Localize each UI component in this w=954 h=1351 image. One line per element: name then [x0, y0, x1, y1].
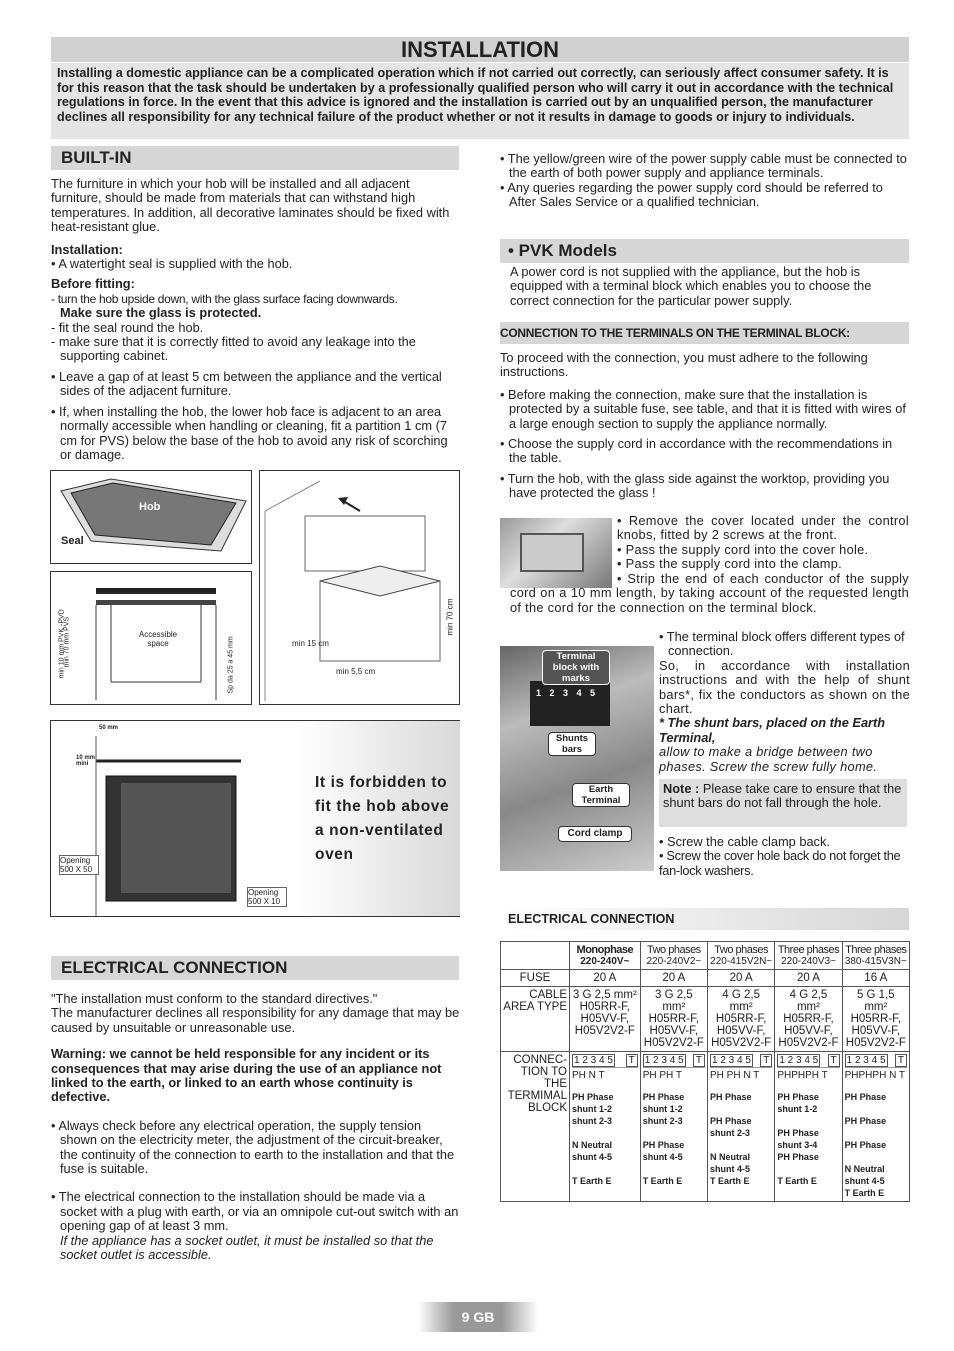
terminal-bullet-1: • The terminal block offers different types of connection.: [659, 629, 905, 659]
terminal-t: T: [693, 1054, 705, 1067]
right-top-text: [500, 152, 909, 216]
terminal-cell: [570, 1052, 641, 1202]
terminal-note: T Earth E: [777, 1176, 817, 1186]
shunt-note: allow to make a bridge between two phases. Screw the screw fully home.: [659, 744, 878, 774]
terminal-note: PH Phase: [844, 1116, 887, 1126]
terminal-nums: 1 2 3 4 5: [644, 1055, 684, 1066]
table-col-header: [708, 942, 775, 970]
terminal-cell: [708, 1052, 775, 1202]
note-label: Note :: [663, 781, 700, 796]
fuse-cell: 20 A: [775, 970, 842, 987]
col-voltage: 220-240V~: [580, 956, 630, 967]
min70pvs-label: min 70 mm PVS: [63, 616, 71, 668]
terminal-note: shunt 2-3: [642, 1116, 683, 1126]
remove-step-3: • Pass the supply cord into the clamp.: [617, 556, 843, 572]
right-bullet-1: • The yellow/green wire of the power supply cable must be connected to the earth of both power supply and appliance terminals.: [500, 151, 907, 181]
forbidden-panel: [297, 721, 460, 916]
figure-hob-seal: [50, 470, 252, 564]
final-step-1: • Screw the cable clamp back.: [659, 834, 830, 849]
elec-bullet-2-italic: If the appliance has a socket outlet, it must be installed so that the socket outlet is accessible.: [60, 1232, 434, 1263]
terminal-t: T: [760, 1054, 772, 1067]
pvk-text: A power cord is not supplied with the appliance, but the hob is equipped with a terminal block which enables you to choose the correct connection for the particular power supply.: [510, 264, 872, 308]
terminal-note: N Neutral: [710, 1152, 751, 1162]
terminal-note: shunt 4-5: [642, 1152, 683, 1162]
col-voltage: 220-240V2~: [646, 956, 702, 967]
table-col-header: [775, 942, 842, 970]
builtin-bullet-1: • Leave a gap of at least 5 cm between the appliance and the vertical sides of the adjacent furniture.: [51, 368, 442, 399]
elec-bullet-2: • The electrical connection to the installation should be made via a socket with a plug with earth, or via an omnipole cut-out switch with an opening gap of at least 3 mm.: [51, 1189, 459, 1234]
terminal-note: [710, 1139, 772, 1151]
remove-cover-text: [617, 514, 909, 572]
terminal-nums: 1 2 3 4 5: [574, 1055, 613, 1066]
terminal-note: shunt 1-2: [777, 1104, 818, 1114]
conn-bullet-1: • Before making the connection, make sure that the installation is protected by a suitable fuse, see table, and that it is fitted with wires of a large enough section to supply the appliance normally.: [500, 386, 906, 431]
connection-table: [500, 941, 910, 1202]
seal-label: Seal: [61, 535, 84, 547]
col-voltage: 380-415V3N~: [844, 956, 907, 967]
terminal-diagram: [572, 1054, 638, 1068]
cable-cell: 5 G 1,5 mm² H05RR-F, H05VV-F, H05V2V2-F: [842, 987, 909, 1052]
right-bullet-2: • Any queries regarding the power supply cord should be referred to After Sales Service or a qualified technician.: [500, 179, 883, 210]
shunts-label: Shunts bars: [548, 732, 596, 756]
terminal-note: T Earth E: [642, 1176, 683, 1186]
table-heading: ELECTRICAL CONNECTION: [500, 908, 909, 930]
elec-bullet-1: • Always check before any electrical operation, the supply tension shown on the electricity meter, the adjustment of the circuit-breaker, the continuity of the connection to earth to the installation and that the fuse is suitable.: [51, 1117, 455, 1177]
terminal-note: PH Phase: [710, 1116, 752, 1126]
terminal-note: [643, 1127, 705, 1139]
fitting-step-1b: Make sure the glass is protected.: [60, 305, 262, 321]
terminal-note: shunt 3-4: [777, 1140, 818, 1150]
elec-para-2: The manufacturer declines all responsibility for any damage that may be caused by unsuitable or unreasonable use.: [51, 1005, 460, 1035]
page-number: 9 GB: [418, 1302, 538, 1332]
terminal-cell: [775, 1052, 842, 1202]
terminal-t: T: [828, 1054, 840, 1067]
terminal-nums: 1 2 3 4 5: [779, 1055, 819, 1066]
cable-cell: 3 G 2,5 mm² H05RR-F, H05VV-F, H05V2V2-F: [570, 987, 641, 1052]
fuse-cell: 20 A: [708, 970, 775, 987]
hob-seal-illustration: [51, 471, 251, 563]
min70-label: min 70 cm: [445, 598, 455, 636]
elec-warning: Warning: we cannot be held responsible for any incident or its consequences that may arise during the use of an appliance not linked to the earth, or linked to an earth whose continuity is defective.: [51, 1046, 442, 1105]
figure-partition: [50, 571, 252, 705]
terminal-letters: PHPHPH N T: [844, 1070, 906, 1081]
elec-para-1: "The installation must conform to the standard directives.": [51, 991, 378, 1006]
terminal-note: PH Phase: [844, 1092, 887, 1102]
terminal-note: PH Phase: [572, 1092, 614, 1102]
col-voltage: 220-240V3~: [781, 956, 836, 967]
fuse-cell: 20 A: [640, 970, 707, 987]
terminal-note: T Earth E: [710, 1176, 750, 1186]
terminal-note: shunt 4-5: [572, 1152, 613, 1162]
min15-label: min 15 cm: [292, 639, 329, 648]
table-col-header: [570, 942, 641, 970]
terminal-t: T: [895, 1054, 907, 1067]
terminal-text: [659, 630, 910, 774]
intro-warning: Installing a domestic appliance can be a complicated operation which if not carried out correctly, can seriously affect consumer safety. It is for this reason that the task should be undertaken by a professionally qualified person who will carry it out in accordance with the technical regulations in force. In the event that this advice is ignored and the installation is carried out by an unqualified person, the manufacturer declines all responsibility for any technical failure of the product whether or not it results in damage to goods or injury to individuals.: [51, 63, 909, 139]
opening1-label: Opening 500 X 50: [59, 855, 99, 875]
builtin-text: [51, 177, 460, 468]
terminal-note: PH Phase: [777, 1152, 819, 1162]
table-col-header: [842, 942, 909, 970]
terminal-note: shunt 4-5: [844, 1176, 885, 1186]
fitting-step-3: - make sure that it is correctly fitted to avoid any leakage into the supporting cabinet.: [51, 334, 416, 364]
pvk-heading: • PVK Models: [500, 239, 909, 263]
builtin-heading: BUILT-IN: [51, 146, 459, 170]
fitting-step-2: - fit the seal round the hob.: [51, 319, 204, 335]
terminal-note: PH Phase: [710, 1092, 752, 1102]
terminal-note: shunt 2-3: [710, 1128, 751, 1138]
terminal-diagram: [777, 1054, 839, 1068]
terminal-cell: [640, 1052, 707, 1202]
terminal-note: [845, 1127, 907, 1139]
page-title: INSTALLATION: [51, 37, 909, 62]
cable-cell: 4 G 2,5 mm² H05RR-F, H05VV-F, H05V2V2-F: [775, 987, 842, 1052]
cable-cell: 4 G 2,5 mm² H05RR-F, H05VV-F, H05V2V2-F: [708, 987, 775, 1052]
before-fitting-label: Before fitting:: [51, 276, 135, 292]
terminal-note: PH Phase: [777, 1128, 819, 1138]
remove-step-2: • Pass the supply cord into the cover hole.: [617, 541, 869, 557]
terminal-note: [643, 1163, 705, 1175]
terminal-note: PH Phase: [777, 1092, 819, 1102]
cable-cell: 3 G 2,5 mm² H05RR-F, H05VV-F, H05V2V2-F: [640, 987, 707, 1052]
final-step-2: • Screw the cover hole back do not forget the fan-lock washers.: [659, 848, 901, 878]
terminal-note: [777, 1163, 839, 1175]
fuse-row: [501, 970, 910, 987]
spda-label: Sp da 25 a 45 mm: [227, 636, 235, 694]
terminal-nums: 1 2 3 4 5: [712, 1055, 751, 1066]
col-name: Three phases: [845, 944, 907, 956]
fuse-cell: 16 A: [842, 970, 909, 987]
col-name: Three phases: [777, 944, 840, 956]
terminal-note: shunt 4-5: [710, 1164, 751, 1174]
electrical-table: [500, 941, 910, 1202]
elec-heading: ELECTRICAL CONNECTION: [51, 956, 459, 980]
forbidden-text: It is forbidden to fit the hob above a non-ventilated oven: [315, 774, 450, 863]
terminal-letters: PHPHPH T: [777, 1070, 828, 1081]
builtin-para: The furniture in which your hob will be installed and all adjacent furniture, should be made from materials that can withstand high temperatures. In addition, all decorative laminates should be fixed with heat-resistant glue.: [51, 176, 450, 235]
note-box: [659, 779, 907, 827]
fitting-step-1: - turn the hob upside down, with the glass surface facing downwards.: [51, 291, 398, 306]
clamp-label: Cord clamp: [558, 826, 632, 842]
terminal-note: [845, 1103, 907, 1115]
conn-bullet-3: • Turn the hob, with the glass side against the worktop, providing you have protected the glass !: [500, 470, 890, 501]
terminal-note: [777, 1115, 839, 1127]
terminal-para: So, in accordance with installation instructions and with the help of shunt bars*, fix the conductors as shown on the chart.: [659, 657, 910, 717]
terminal-nums: 1 2 3 4 5: [846, 1055, 886, 1066]
terminal-block-label: Terminal block with marks: [542, 650, 610, 685]
conn-row: [501, 1052, 910, 1202]
terminal-diagram: [643, 1054, 705, 1068]
installation-item: • A watertight seal is supplied with the hob.: [51, 256, 293, 272]
conn-heading: CONNECTION TO THE TERMINALS ON THE TERMINAL BLOCK:: [500, 322, 909, 344]
hob-label: Hob: [139, 501, 161, 513]
terminal-letters: PH PH N T: [710, 1070, 760, 1081]
remove-step-4: • Strip the end of each conductor of the supply cord on a 10 mm length, by taking account of the requested length of the cord for the connection on the terminal block.: [510, 571, 909, 615]
cable-row: [501, 987, 910, 1052]
conn-bullet-2: • Choose the supply cord in accordance with the recommendations in the table.: [500, 436, 893, 466]
accessible-space-label: Accessible space: [138, 630, 178, 648]
terminal-note: [572, 1127, 638, 1139]
terminal-t: T: [626, 1054, 638, 1067]
terminal-letters: PH PH T: [642, 1070, 682, 1081]
mm50-label: 50 mm: [99, 725, 119, 731]
col-name: Two phases: [646, 944, 701, 956]
conn-intro: To proceed with the connection, you must adhere to the following instructions.: [500, 350, 868, 380]
table-col-header: [640, 942, 707, 970]
builtin-bullet-2: • If, when installing the hob, the lower hob face is adjacent to an area normally accessible when handling or cleaning, fit a partition 1 cm (7 cm for PVS) below the base of the hob to avoid any risk of scorching or damage.: [51, 403, 448, 462]
terminal-note: T Earth E: [572, 1176, 612, 1186]
table-header-row: [501, 942, 910, 970]
shunt-note-bold: * The shunt bars, placed on the Earth Terminal,: [659, 715, 886, 745]
terminal-note: shunt 1-2: [642, 1104, 683, 1114]
min55-label: min 5,5 cm: [336, 667, 376, 676]
col-voltage: 220-415V2N~: [710, 956, 773, 967]
terminal-diagram: [845, 1054, 907, 1068]
conn-row-label: CONNEC-TION TO THE TERMIMAL BLOCK: [501, 1052, 570, 1202]
terminal-cell: [842, 1052, 909, 1202]
col-name: Two phases: [714, 944, 768, 956]
fuse-cell: 20 A: [570, 970, 641, 987]
conn-text: [500, 351, 909, 507]
terminal-letters: PH N T: [572, 1070, 605, 1081]
installation-label: Installation:: [51, 241, 123, 257]
terminal-nums: 1 2 3 4 5: [536, 688, 599, 698]
terminal-note: N Neutral: [844, 1164, 885, 1174]
min10-label: min 10 mm PVK -PVD: [58, 609, 66, 679]
terminal-note: shunt 1-2: [572, 1104, 613, 1114]
note-text: Please take care to ensure that the shunt bars do not fall through the hole.: [663, 781, 902, 811]
terminal-note: PH Phase: [844, 1140, 887, 1150]
cover-plate: [520, 533, 584, 572]
terminal-diagram: [710, 1054, 772, 1068]
col-name: Monophase: [576, 944, 634, 956]
final-steps: [659, 835, 910, 878]
figure-oven: [50, 720, 460, 917]
terminal-photo: [500, 646, 654, 871]
terminal-note: PH Phase: [642, 1092, 685, 1102]
figure-kitchen: [259, 470, 460, 705]
fuse-row-label: FUSE: [501, 970, 570, 987]
terminal-note: [572, 1163, 638, 1175]
cable-row-label: CABLE AREA TYPE: [501, 987, 570, 1052]
elec-text: [51, 992, 460, 1263]
terminal-note: [845, 1151, 907, 1163]
terminal-note: PH Phase: [642, 1140, 685, 1150]
opening2-label: Opening 500 X 10: [247, 887, 287, 907]
terminal-note: N Neutral: [572, 1140, 613, 1150]
earth-label: Earth Terminal: [572, 783, 630, 807]
terminal-note: T Earth E: [844, 1188, 885, 1198]
terminal-note: shunt 2-3: [572, 1116, 613, 1126]
terminal-note: [710, 1103, 772, 1115]
remove-step-1: • Remove the cover located under the control knobs, fitted by 2 screws at the front.: [617, 513, 909, 543]
mm10-label: 10 mm mini: [76, 755, 96, 767]
